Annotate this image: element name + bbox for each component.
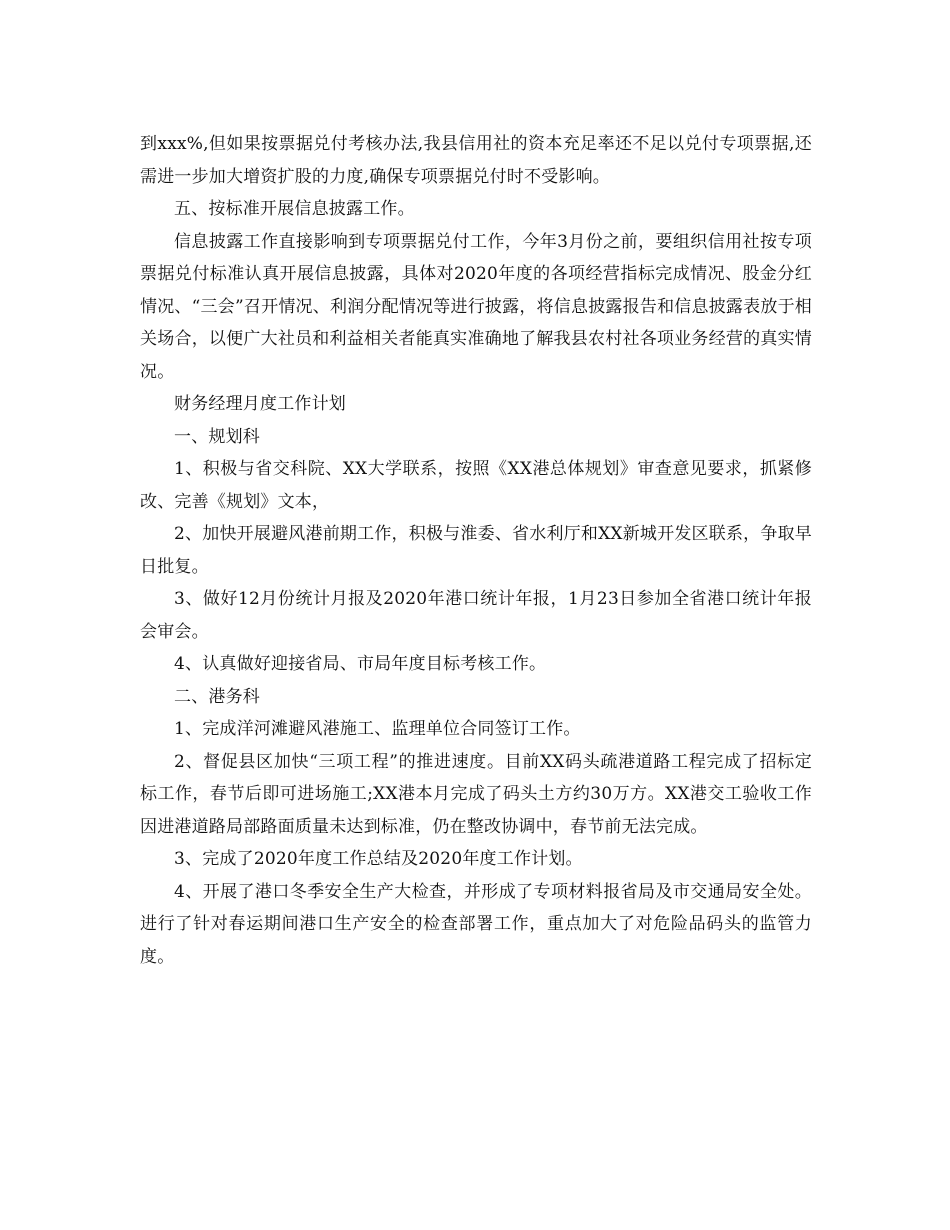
document-body xyxy=(140,128,812,973)
section-heading-planning: 一、规划科 xyxy=(174,426,260,447)
paragraph-disclosure: 信息披露工作直接影响到专项票据兑付工作，今年3月份之前，要组织信用社按专项票据兑付标准认真开展信息披露，具体对2020年度的各项经营指标完成情况、股金分红情况、“三会”召开情况、利润分配情况等进行披露，将信息披露报告和信息披露表放于相关场合，以便广大社员和利益相关者能真实准确地了解我县农村社各项业务经营的真实情况。 xyxy=(140,231,812,382)
section-heading-port-affairs: 二、港务科 xyxy=(174,686,260,707)
document-title: 财务经理月度工作计划 xyxy=(174,394,346,414)
port-item-4: 4、开展了港口冬季安全生产大检查，并形成了专项材料报省局及市交通局安全处。进行了针对春运期间港口生产安全的检查部署工作，重点加大了对危险品码头的监管力度。 xyxy=(140,881,812,967)
planning-item-4: 4、认真做好迎接省局、市局年度目标考核工作。 xyxy=(174,654,547,674)
planning-item-2: 2、加快开展避风港前期工作，积极与淮委、省水利厅和XX新城开发区联系，争取早日批复。 xyxy=(140,524,812,577)
port-item-3: 3、完成了2020年度工作总结及2020年度工作计划。 xyxy=(174,849,583,869)
planning-item-3: 3、做好12月份统计月报及2020年港口统计年报，1月23日参加全省港口统计年报会审会。 xyxy=(140,589,812,642)
paragraph-continuation: 到xxx%,但如果按票据兑付考核办法,我县信用社的资本充足率还不足以兑付专项票据,还需进一步加大增资扩股的力度,确保专项票据兑付时不受影响。 xyxy=(140,134,812,187)
port-item-2: 2、督促县区加快“三项工程”的推进速度。目前XX码头疏港道路工程完成了招标定标工作，春节后即可进场施工;XX港本月完成了码头土方约30万方。XX港交工验收工作因进港道路局部路面质量未达到标准，仍在整改协调中，春节前无法完成。 xyxy=(140,751,812,837)
planning-item-1: 1、积极与省交科院、XX大学联系，按照《XX港总体规划》审查意见要求，抓紧修改、完善《规划》文本， xyxy=(140,459,812,512)
port-item-1: 1、完成洋河滩避风港施工、监理单位合同签订工作。 xyxy=(174,719,581,739)
section-heading-five: 五、按标准开展信息披露工作。 xyxy=(174,199,415,219)
